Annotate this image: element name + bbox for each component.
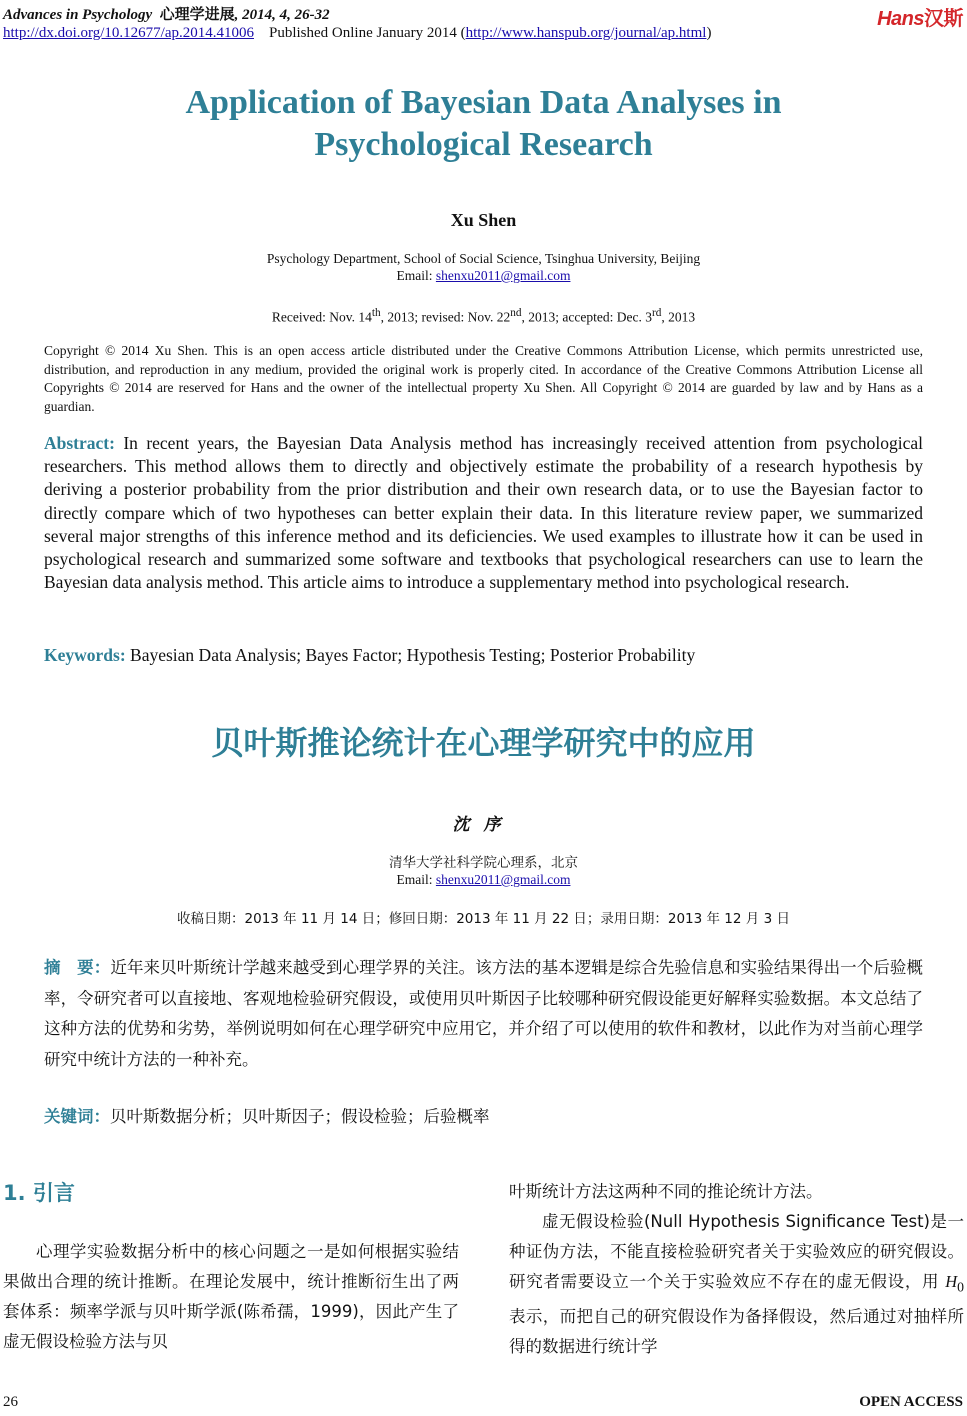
journal-url-link[interactable]: http://www.hanspub.org/journal/ap.html [465, 25, 707, 41]
year-text: , 2013 [661, 309, 696, 325]
cn-abstract-text: 近年来贝叶斯统计学越来越受到心理学界的关注。该方法的基本逻辑是综合先验信息和实验结果得出一个后验概率，令研究者可以直接地、客观地检验研究假设，或使用贝叶斯因子比较哪种研究假设能更好解释实验数据。本文总结了这种方法的优势和劣势，举例说明如何在心理学研究中应用它，并介绍了可以使用的软件和教材，以此作为对当前心理学研究中统计方法的一种补充。 [44, 958, 924, 1069]
logo-text: Hans [877, 8, 924, 30]
email-label: Email: [396, 268, 436, 283]
keywords-label: Keywords: [44, 645, 126, 665]
affiliation: Psychology Department, School of Social Science, Tsinghua University, Beijing [266, 251, 701, 266]
sup: rd [651, 307, 662, 319]
doi-line [3, 25, 711, 42]
received-dates [0, 305, 967, 326]
citation: , 2014, 4, 26-32 [234, 7, 330, 23]
author: Xu Shen [450, 210, 517, 230]
section-heading: 1. 引言 [3, 1181, 75, 1205]
body-paragraph: 心理学实验数据分析中的核心问题之一是如何根据实验结果做出合理的统计推断。在理论发展中，统计推断衍生出了两套体系：频率学派与贝叶斯学派(陈希孺，1999)，因此产生了虚无假设检验方法与贝 [3, 1242, 459, 1351]
affiliation-block [0, 250, 967, 284]
sup: th [371, 307, 381, 319]
cn-title: 贝叶斯推论统计在心理学研究中的应用 [211, 724, 756, 762]
keywords [44, 645, 695, 666]
journal-name-cn: 心理学进展 [159, 7, 235, 23]
keywords-text: Bayesian Data Analysis; Bayes Factor; Hypothesis Testing; Posterior Probability [125, 645, 696, 665]
revised-text: , 2013; revised: Nov. 22 [380, 309, 511, 325]
paper-title [0, 82, 967, 166]
email-label: Email: [396, 872, 436, 887]
email-link[interactable]: shenxu2011@gmail.com [435, 268, 571, 283]
title-line: Psychological Research [314, 126, 653, 163]
cn-received: 收稿日期：2013 年 11 月 14 日；修回日期：2013 年 11 月 22 日；录用日期：2013 年 12 月 3 日 [177, 911, 790, 927]
doi-link[interactable]: http://dx.doi.org/10.12677/ap.2014.41006 [3, 25, 254, 41]
right-column [509, 1177, 964, 1362]
received-text: Received: Nov. 14 [271, 309, 372, 325]
cn-author: 沈序 [452, 815, 515, 835]
page-number: 26 [3, 1394, 18, 1410]
h0-symbol: H [945, 1272, 958, 1291]
cn-affiliation: 清华大学社科学院心理系，北京 [389, 855, 578, 871]
sup: nd [510, 307, 522, 319]
cn-email [0, 871, 967, 888]
cn-keywords-text: 贝叶斯数据分析；贝叶斯因子；假设检验；后验概率 [110, 1107, 490, 1126]
cn-abstract-label: 摘 要： [44, 958, 111, 977]
abstract-label: Abstract: [44, 433, 115, 453]
subscript: 0 [957, 1279, 964, 1295]
abstract [44, 432, 923, 594]
open-access-label: OPEN ACCESS [859, 1394, 963, 1410]
body-paragraph: 叶斯统计方法这两种不同的推论统计方法。 [509, 1182, 823, 1201]
cn-keywords-label: 关键词： [44, 1107, 110, 1126]
copyright-notice: Copyright © 2014 Xu Shen. This is an open access article distributed under the Creative Commons Attribution License, which permits unrestricted use, distribution, and reproduction in any medium, provided the original work is properly cited. In accordance of the Creative Commons Attribution License all Copyrights © 2014 are reserved for Hans and the owner of the intellectual property Xu Shen. All Copyright © 2014 are guarded by law and by Hans as a guardian. [44, 343, 923, 414]
published-text: Published Online January 2014 ( [268, 25, 466, 41]
body-paragraph [509, 1207, 964, 1362]
cn-abstract [44, 953, 923, 1075]
accepted-text: , 2013; accepted: Dec. 3 [521, 309, 652, 325]
title-line: Application of Bayesian Data Analyses in [185, 84, 782, 121]
abstract-text: In recent years, the Bayesian Data Analysis method has increasingly received attention from psychological researchers. This method allows them to directly and objectively estimate the probability of a research hypothesis by deriving a posterior probability from the prior distribution and their own research data, or to use the Bayesian factor to directly compare which of two hypotheses can better explain their data. In this literature review paper, we summarized several major strengths of this inference method and its deficiencies. We used examples to illustrate how it can be used in psychological research and summarized some software and textbooks that psychological researchers can use to learn the Bayesian data analysis method. This article aims to introduce a supplementary method into psychological research. [44, 433, 923, 593]
para-text: 虚无假设检验(Null Hypothesis Significance Test)是一种证伪方法，不能直接检验研究者关于实验效应的研究假设。研究者需要设立一个关于实验效应不存在的虚无假设，用 [509, 1212, 964, 1291]
logo-text-cn: 汉斯 [924, 8, 963, 30]
cn-keywords [44, 1103, 490, 1127]
email-link[interactable]: shenxu2011@gmail.com [435, 872, 571, 887]
para-text: 表示，而把自己的研究假设作为备择假设，然后通过对抽样所得的数据进行统计学 [509, 1307, 964, 1357]
paren: ) [706, 25, 712, 41]
hans-logo [877, 2, 963, 31]
journal-header [3, 3, 330, 24]
journal-name: Advances in Psychology [3, 7, 153, 23]
